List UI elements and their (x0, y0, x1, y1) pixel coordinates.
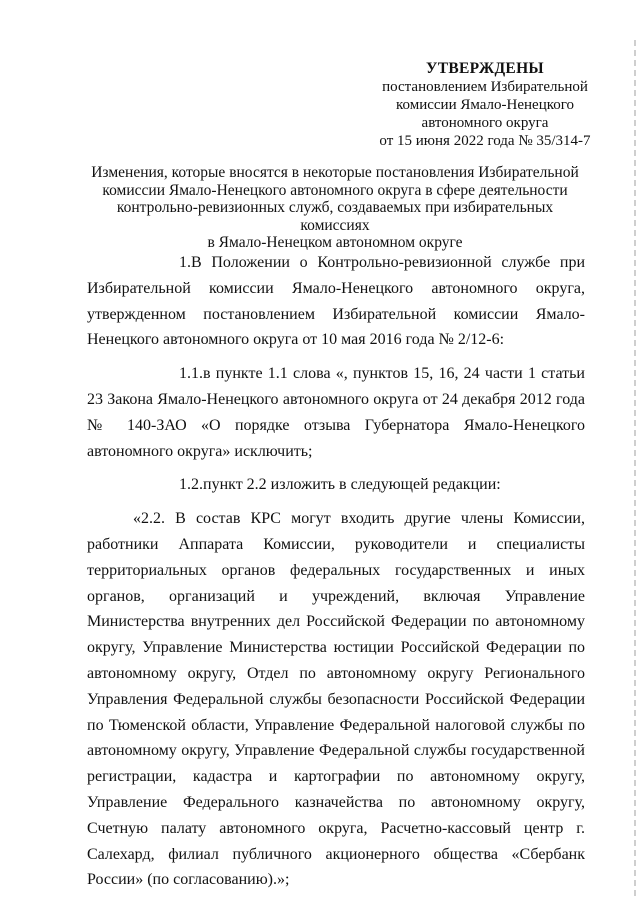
title-line-1: Изменения, которые вносятся в некоторые постановления Избирательной (91, 164, 579, 181)
paragraph-1-1-number: 1.1. (179, 365, 203, 383)
approval-stamp-block (360, 60, 610, 150)
paragraph-1-number: 1. (179, 254, 191, 271)
paragraph-1-1-text: в пункте 1.1 слова «, пунктов 15, 16, 24 части 1 статьи 23 Закона Ямало-Ненецкого автономного округа от 24 декабря 2012 года № 140-ЗАО «О порядке отзыва Губернатора Ямало-Ненецкого автономного округа» исключить; (87, 365, 585, 460)
title-line-4: в Ямало-Ненецком автономном округе (207, 234, 463, 251)
document-body (87, 250, 585, 893)
title-line-2: комиссии Ямало-Ненецкого автономного округа в сфере деятельности (102, 181, 568, 199)
approval-heading: УТВЕРЖДЕНЫ (426, 60, 544, 77)
scan-edge-line (634, 40, 636, 900)
paragraph-1-2-number: 1.2. (179, 476, 203, 494)
paragraph-1-2-text: пункт 2.2 изложить в следующей редакции: (203, 476, 501, 494)
title-line-3: контрольно-ревизионных служб, создаваемых при избирательных комиссиях (116, 199, 554, 234)
approval-line-1: постановлением Избирательной (382, 79, 588, 95)
approval-line-2: комиссии Ямало-Ненецкого (395, 97, 575, 113)
document-title (85, 164, 585, 252)
approval-line-3: автономного округа (421, 115, 549, 131)
paragraph-1-1 (87, 361, 585, 464)
approval-line-4: от 15 июня 2022 года № 35/314-7 (379, 133, 591, 149)
paragraph-1 (87, 250, 585, 353)
paragraph-2-2: «2.2. В состав КРС могут входить другие члены Комиссии, работники Аппарата Комиссии, руководители и специалисты территориальных органов федеральных государственных и иных органов, организаций и учреждений, включая Управление Министерства внутренних дел Российской Федерации по автономному округу, Управление Министерства юстиции Российской Федерации по автономному округу, Отдел по автономному округу Регионального Управления Федеральной службы безопасности Российской Федерации по Тюменской области, Управление Федеральной налоговой службы по автономному округу, Управление Федеральной службы государственной регистрации, кадастра и картографии по автономному округу, Управление Федерального казначейства по автономному округу, Счетную палату автономного округа, Расчетно-кассовый центр г. Салехард, филиал публичного акционерного общества «Сбербанк России» (по согласованию).»; (87, 510, 585, 889)
paragraph-1-text: В Положении о Контрольно-ревизионной службе при Избирательной комиссии Ямало-Ненецкого автономного округа, утвержденном постановлением Избирательной комиссии Ямало-Ненецкого автономного округа от 10 мая 2016 года № 2/12-6: (87, 254, 585, 349)
paragraph-1-2 (87, 472, 585, 498)
